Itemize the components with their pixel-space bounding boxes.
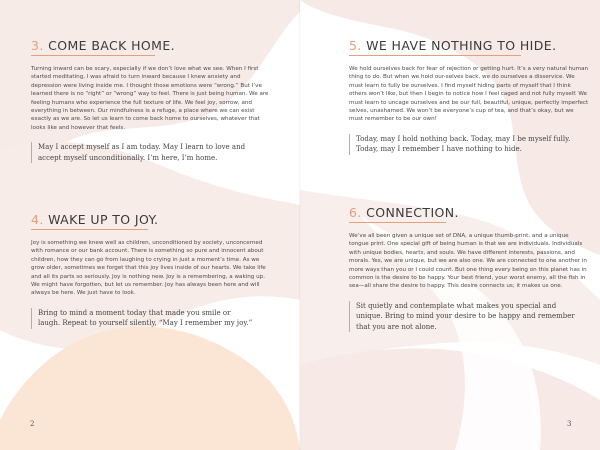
heading-underline — [349, 55, 521, 56]
section-heading — [31, 212, 270, 230]
section-quote: Sit quietly and contemplate what makes you special and unique. Bring to mind your desire to be happy and remember that you are not alone. — [349, 301, 581, 333]
section-quote: May I accept myself as I am today. May I learn to love and accept myself unconditionally. I’m here, I’m home. — [31, 142, 248, 163]
section-heading — [31, 38, 270, 56]
section-5 — [349, 38, 589, 155]
section-body: We’ve all been given a unique set of DNA, a unique thumb-print, and a unique tongue print. One special gift of being human is that we are individuals. Individuals with unique bodies, hearts, and souls. We have different interests, passions, and morals. Yes, we are unique, but we are also one. We are connected to one another in more ways than you or I could count. But one thing every being on this planet has in common is the desire to be happy. Your best friend, your worst enemy, all the fish in sea—all share the desire to happy. This desire connects us; it makes us one. — [349, 233, 587, 290]
section-6 — [349, 205, 589, 332]
heading-underline — [31, 55, 155, 56]
section-heading — [349, 38, 589, 56]
section-body: Joy is something we knew well as children, unconditioned by society, unconcerned with romance or our bank account. There is something so pure and innocent about children, how they can go from laughing to crying in just a moment’s time. As we grow older, sometimes we forget that this joy lives inside of our hearts. We take life and all its parts so seriously. Joy is nothing new. Joy is a remembering, a waking up. We might have forgotten, but let us remember. Joy has always been here and will always be here. We just have to look. — [31, 240, 266, 297]
section-title: CONNECTION. — [366, 205, 459, 220]
right-page — [300, 0, 600, 450]
page-number: 2 — [30, 420, 35, 428]
page-number: 3 — [567, 420, 572, 428]
section-quote: Bring to mind a moment today that made you smile or laugh. Repeat to yourself silently, “May I remember my joy.” — [31, 308, 253, 329]
section-number: 4. — [31, 212, 44, 227]
section-quote: Today, may I hold nothing back. Today, may I be myself fully. Today, may I remember I have nothing to hide. — [349, 134, 581, 155]
heading-underline — [349, 222, 446, 223]
section-number: 6. — [349, 205, 362, 220]
section-title: COME BACK HOME. — [48, 38, 176, 53]
section-title: WAKE UP TO JOY. — [48, 212, 159, 227]
section-body: We hold ourselves back for fear of rejection or getting hurt. It’s a very natural human thing to do. But when we hold our-selves back, we do ourselves a disservice. We must learn to fully be ourselves. I find myself hiding parts of myself that I think others won’t like, but then I begin to notice how I feel caged and not fully myself. We must learn to uncage ourselves and be our full, beautiful, unique, perfectly imperfect selves, unashamed. We won’t be everyone’s cup of tea, and that’s okay, but we must remember to be our own! — [349, 66, 589, 123]
section-3 — [31, 38, 270, 163]
section-heading — [349, 205, 589, 223]
section-number: 3. — [31, 38, 44, 53]
heading-underline — [31, 229, 148, 230]
section-title: WE HAVE NOTHING TO HIDE. — [366, 38, 557, 53]
section-body: Turning inward can be scary, especially if we don’t love what we see. When I first started meditating, I was afraid to turn inward because I knew anxiety and depression were living inside me. I thought those emotions were “wrong.” But I’ve learned there is no “right” or “wrong” way to feel. There is just being human. We are feeling humans who experience the full texture of life. We feel joy, sorrow, and everything in between. Our mindfulness is a refuge, a place where we can exist exactly as we are. So let us learn to come back home to ourselves, whatever that looks like and however that feels. — [31, 66, 269, 131]
section-number: 5. — [349, 38, 362, 53]
section-4 — [31, 212, 270, 329]
